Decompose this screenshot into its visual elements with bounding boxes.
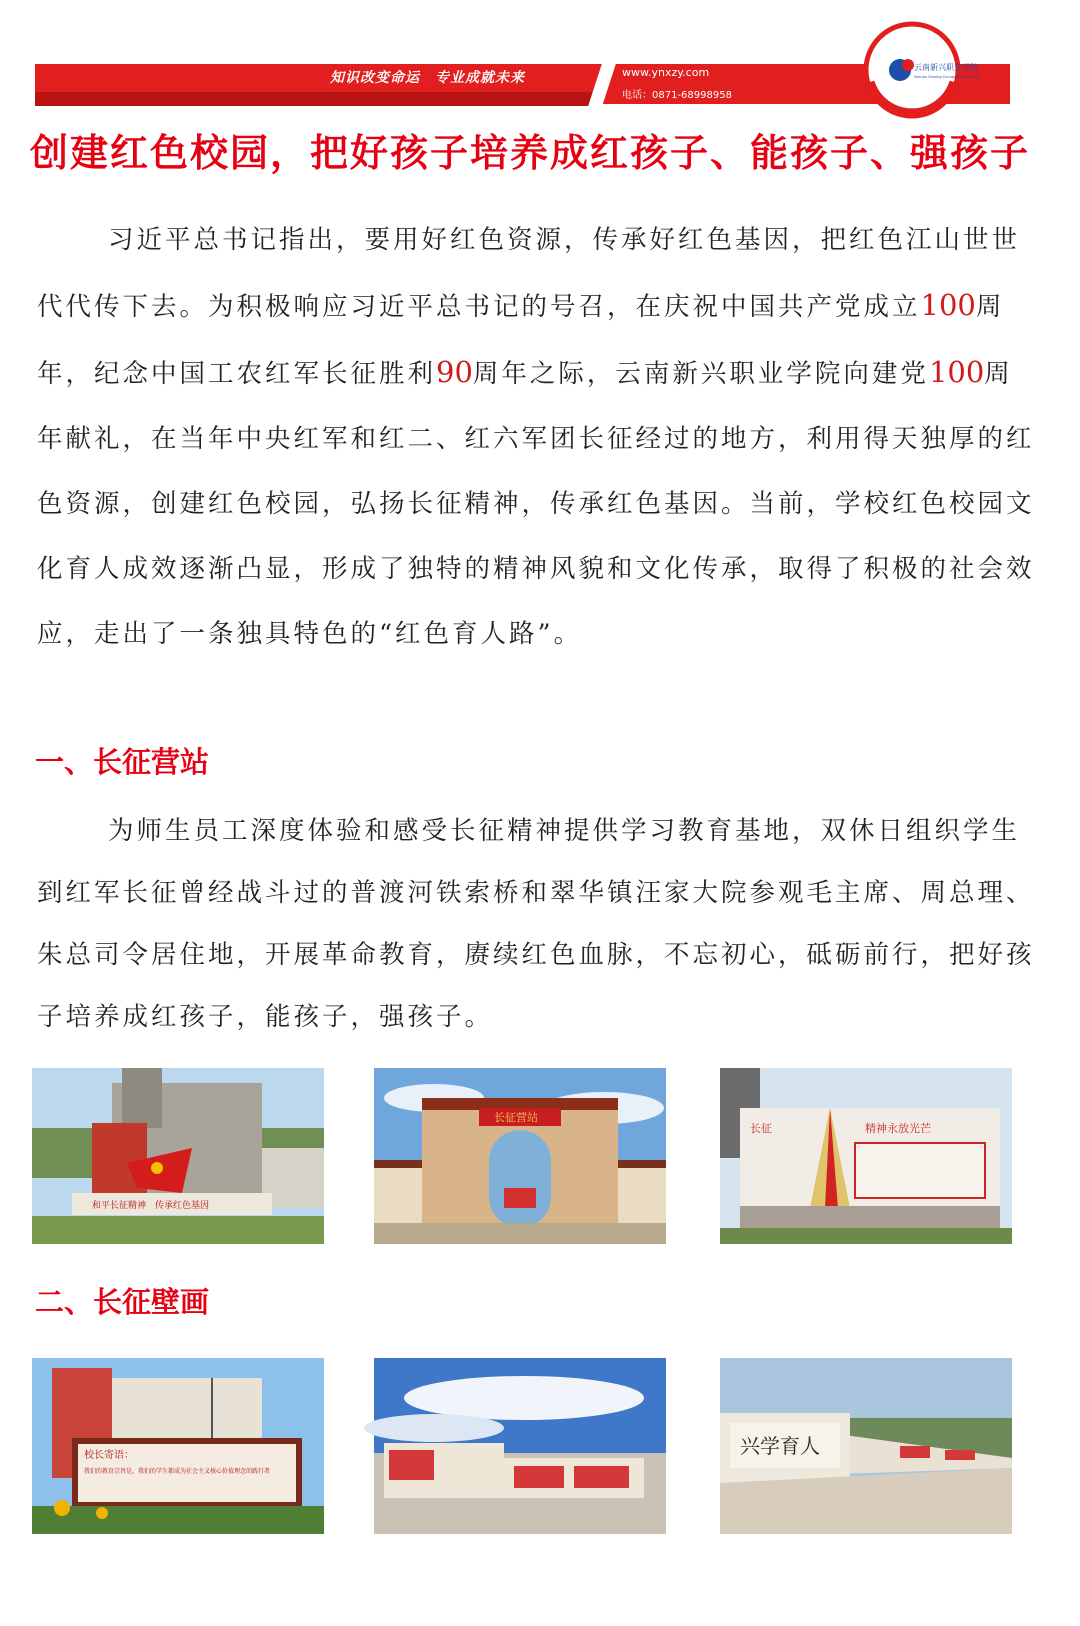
section-heading-long-march-murals: 二、长征壁画 — [35, 1285, 210, 1319]
logo-text: 云南新兴职业学院 — [914, 63, 978, 72]
page-title: 创建红色校园，把好孩子培养成红孩子、能孩子、强孩子 — [30, 131, 1031, 175]
photo3-sign-right: 精神永放光芒 — [865, 1122, 931, 1135]
photo-long-march-gate — [374, 1068, 666, 1244]
section1-paragraph: 为师生员工深度体验和感受长征精神提供学习教育基地，双休日组织学生到红军长征曾经战斗过的普渡河铁索桥和翠华镇汪家大院参观毛主席、周总理、朱总司令居住地，开展革命教育，赓续红色血脉，不忘初心，砥砺前行，把好孩子培养成红孩子，能孩子，强孩子。 — [37, 816, 1035, 1032]
intro-number-100-b: 100 — [928, 355, 985, 389]
school-logo-icon — [862, 20, 980, 120]
intro-text-3: 周年之际，云南新兴职业学院向建党 — [472, 359, 929, 389]
photo6-sign-text: 兴学育人 — [740, 1434, 820, 1458]
intro-number-100: 100 — [920, 288, 976, 322]
intro-paragraph — [37, 208, 1037, 667]
header-website[interactable]: www.ynxzy.com — [622, 66, 710, 79]
photo3-sign-left: 长征 — [750, 1122, 772, 1135]
photo-calligraphy-mural-wall — [720, 1358, 1012, 1534]
photo1-sign-text: 和平长征精神 传承红色基因 — [92, 1201, 210, 1211]
intro-number-90: 90 — [436, 355, 473, 389]
header-phone: 电话：0871-68998958 — [622, 90, 732, 101]
logo-subtext: Yunnan Xinxing Occupations College — [914, 75, 980, 79]
photo-principal-message-wall — [32, 1358, 324, 1534]
photo4-sign-text: 我们的教育宗旨是，我们的学生都成为社会主义核心价值理念的践行者 — [84, 1468, 271, 1475]
photo2-sign-text: 长征营站 — [494, 1111, 538, 1124]
photo-mural-corridor — [374, 1358, 666, 1534]
header-band-shadow — [35, 92, 595, 106]
intro-text-2: 周年，纪念中国工农红军长征胜利 — [37, 292, 1005, 389]
intro-text-1: 习近平总书记指出，要用好红色资源，传承好红色基因，把红色江山世世代代传下去。为积极响应习近平总书记的号召，在庆祝中国共产党成立 — [37, 225, 1021, 322]
section-heading-long-march-camp: 一、长征营站 — [35, 745, 210, 779]
photo-red-flag-monument — [32, 1068, 324, 1244]
photo4-sign-title: 校长寄语： — [84, 1450, 134, 1461]
intro-text-4: 周年献礼，在当年中央红军和红二、红六军团长征经过的地方，利用得天独厚的红色资源，创建红色校园，弘扬长征精神，传承红色基因。当前，学校红色校园文化育人成效逐渐凸显，形成了独特的精神风貌和文化传承，取得了积极的社会效应，走出了一条独具特色的“红色育人路”。 — [37, 359, 1035, 649]
header-slogan: 知识改变命运 专业成就未来 — [300, 64, 555, 92]
photo-long-march-spirit-wall — [720, 1068, 1012, 1244]
